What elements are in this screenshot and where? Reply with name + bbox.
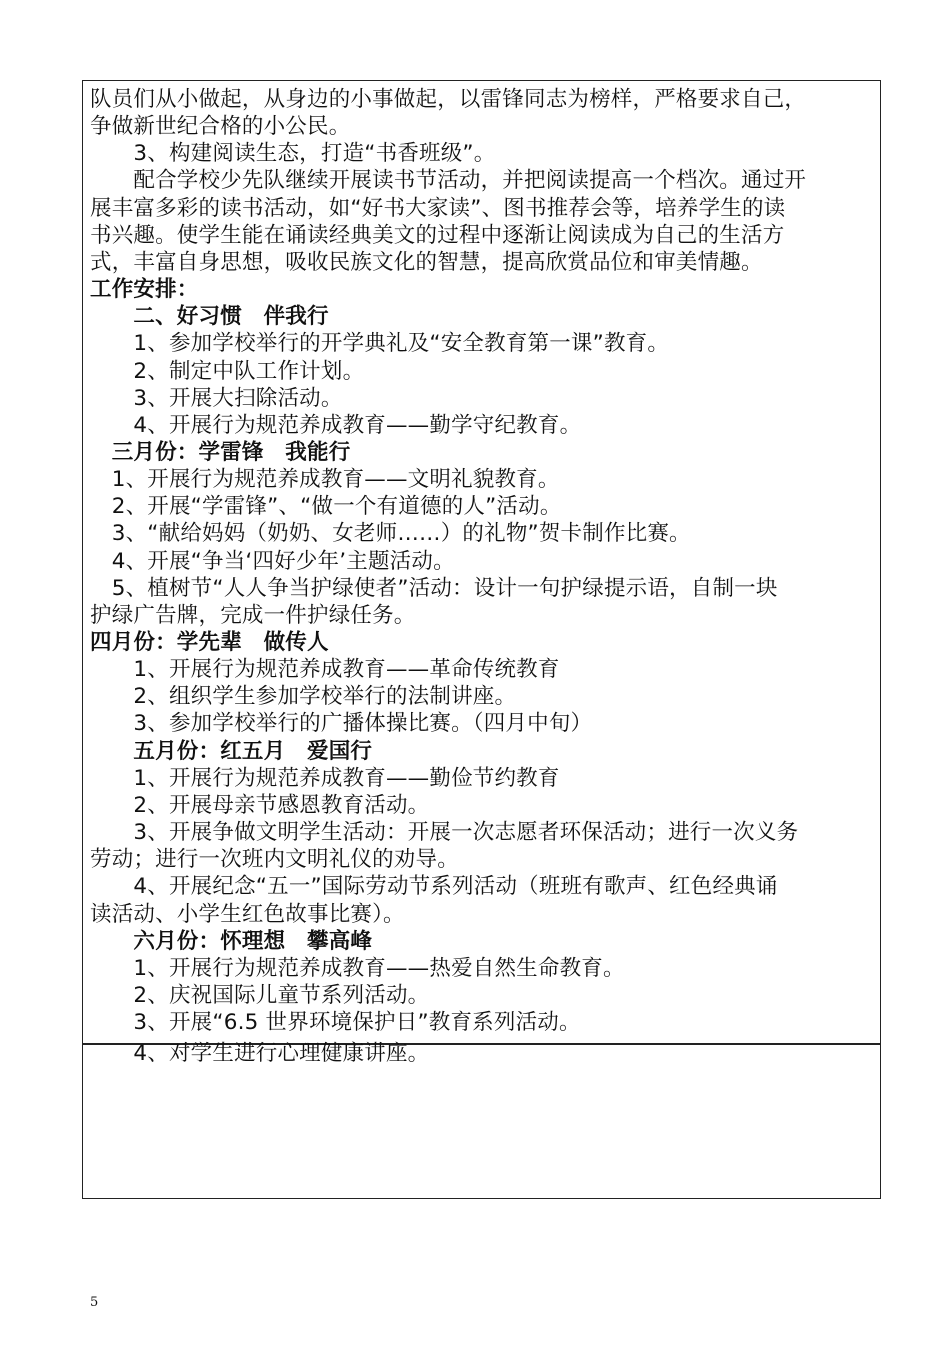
- text-line: 3、参加学校举行的广播体操比赛。（四月中旬）: [90, 711, 593, 737]
- text-line: 1、参加学校举行的开学典礼及“安全教育第一课”教育。: [90, 331, 670, 357]
- text-line: 1、开展行为规范养成教育——革命传统教育: [90, 657, 560, 683]
- text-line: 配合学校少先队继续开展读书节活动，并把阅读提高一个档次。通过开: [90, 168, 807, 194]
- text-line: 队员们从小做起，从身边的小事做起，以雷锋同志为榜样，严格要求自己，: [90, 87, 807, 112]
- text-line: 3、开展大扫除活动。: [90, 385, 343, 411]
- text-line: 2、开展“学雷锋”、“做一个有道德的人”活动。: [90, 494, 562, 520]
- text-line: 书兴趣。使学生能在诵读经典美文的过程中逐渐让阅读成为自己的生活方: [90, 222, 785, 248]
- text-line: 3、开展争做文明学生活动：开展一次志愿者环保活动；进行一次义务: [90, 820, 799, 846]
- text-line: 2、制定中队工作计划。: [90, 358, 365, 384]
- section-heading: 二、好习惯 伴我行: [90, 304, 329, 330]
- text-line: 1、开展行为规范养成教育——勤俭节约教育: [90, 765, 560, 791]
- section-heading: 工作安排：: [90, 277, 199, 303]
- section-heading: 三月份：学雷锋 我能行: [90, 439, 351, 465]
- section-heading: 四月份：学先辈 做传人: [90, 630, 329, 655]
- text-line: 劳动；进行一次班内文明礼仪的劝导。: [90, 847, 459, 873]
- text-line: 3、构建阅读生态，打造“书香班级”。: [90, 141, 496, 167]
- text-line: 5、植树节“人人争当护绿使者”活动：设计一句护绿提示语，自制一块: [90, 575, 778, 601]
- text-line: 1、开展行为规范养成教育——热爱自然生命教育。: [90, 955, 625, 981]
- page-number: 5: [90, 1295, 99, 1310]
- text-line: 2、开展母亲节感恩教育活动。: [90, 792, 430, 818]
- section-heading: 五月份：红五月 爱国行: [90, 738, 373, 764]
- text-line: 3、“献给妈妈（奶奶、女老师……）的礼物”贺卡制作比赛。: [90, 521, 691, 547]
- text-line: 式，丰富自身思想，吸收民族文化的智慧，提高欣赏品位和审美情趣。: [90, 249, 763, 275]
- text-line: 4、开展“争当‘四好少年’主题活动。: [90, 548, 455, 574]
- text-line: 护绿广告牌，完成一件护绿任务。: [90, 602, 416, 628]
- bottom-cell-text: 4、对学生进行心理健康讲座。: [90, 1041, 430, 1066]
- text-line: 展丰富多彩的读书活动，如“好书大家读”、图书推荐会等，培养学生的读: [90, 195, 786, 221]
- text-line: 1、开展行为规范养成教育——文明礼貌教育。: [90, 467, 560, 493]
- text-line: 读活动、小学生红色故事比赛）。: [90, 901, 405, 927]
- text-line: 2、庆祝国际儿童节系列活动。: [90, 982, 430, 1008]
- text-line: 4、开展纪念“五一”国际劳动节系列活动（班班有歌声、红色经典诵: [90, 874, 778, 900]
- text-line: 4、开展行为规范养成教育——勤学守纪教育。: [90, 412, 582, 438]
- text-line: 3、开展“6.5 世界环境保护日”教育系列活动。: [90, 1010, 581, 1036]
- text-line: 争做新世纪合格的小公民。: [90, 114, 351, 140]
- text-line: 2、组织学生参加学校举行的法制讲座。: [90, 684, 517, 710]
- section-heading: 六月份：怀理想 攀高峰: [90, 928, 373, 954]
